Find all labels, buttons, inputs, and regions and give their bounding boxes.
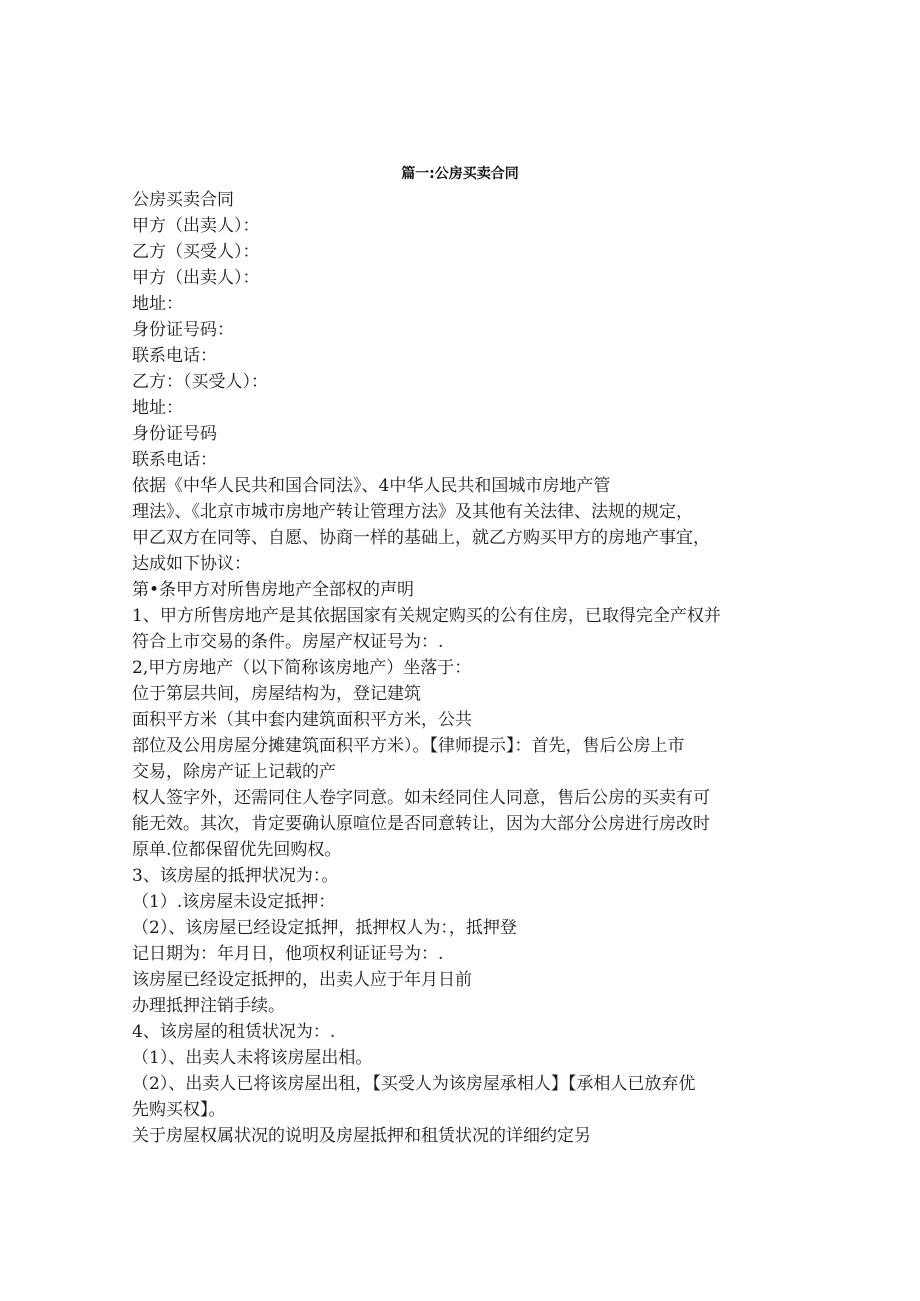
text-line: 乙方（买受人）： <box>132 242 260 262</box>
text-line: 公房买卖合同 <box>132 190 234 210</box>
text-line: 3、该房屋的抵押状况为：。 <box>132 866 339 886</box>
text-line: 甲乙双方在同等、自愿、协商一样的基础上，就乙方购买甲方的房地产事宜， <box>132 528 710 548</box>
text-line: 关于房屋权属状况的说明及房屋抵押和租赁状况的详细约定另 <box>132 1126 591 1146</box>
text-line: 地址： <box>132 398 183 418</box>
text-line: 符合上市交易的条件。房屋产权证号为：. <box>132 632 444 652</box>
text-line: 部位及公用房屋分摊建筑面积平方米）。【律师提示】：首先，售后公房上市 <box>132 736 685 756</box>
document-title: 篇一:公房买卖合同 <box>401 166 519 182</box>
text-line: 地址： <box>132 294 183 314</box>
text-line: 第•条甲方对所售房地产全部权的声明 <box>132 580 415 600</box>
text-line: 甲方（出卖人）： <box>132 216 260 236</box>
text-line: 权人签字外，还需同住人卷字同意。如未经同住人同意，售后公房的买卖有可 <box>132 788 710 808</box>
text-line: 先购买权】。 <box>132 1100 226 1120</box>
text-line: 位于第层共间，房屋结构为，登记建筑 <box>132 684 421 704</box>
text-line: 甲方（出卖人）： <box>132 268 260 288</box>
text-line: 该房屋已经设定抵押的，出卖人应于年月日前 <box>132 970 472 990</box>
text-line: 理法》、《北京市城市房地产转让管理方法》及其他有关法律、法规的规定， <box>132 502 693 522</box>
text-line: 能无效。其次，肯定要确认原喧位是否同意转让，因为大部分公房进行房改时 <box>132 814 710 834</box>
text-line: （1）、出卖人未将该房屋出相。 <box>132 1048 373 1068</box>
text-line: 原单.位都保留优先回购权。 <box>132 840 342 860</box>
text-line: 记日期为：年月日，他项权利证证号为：. <box>132 944 444 964</box>
text-line: 依据《中华人民共和国合同法》、4中华人民共和国城市房地产管 <box>132 476 611 496</box>
text-line: （1）.该房屋未设定抵押： <box>132 892 336 912</box>
text-line: 交易，除房产证上记载的产 <box>132 762 336 782</box>
text-line: 达成如下协议： <box>132 554 251 574</box>
text-line: 乙方：（买受人）： <box>132 372 268 392</box>
text-line: 1、甲方所售房地产是其依据国家有关规定购买的公有住房，已取得完全产权并 <box>132 606 721 626</box>
text-line: 身份证号码： <box>132 320 234 340</box>
text-line: 2,甲方房地产（以下简称该房地产）坐落于： <box>132 658 472 678</box>
contract-body <box>132 187 782 1149</box>
text-line: （2）、出卖人已将该房屋出租，【买受人为该房屋承相人】【承相人已放弃优 <box>132 1074 696 1094</box>
text-line: 身份证号码 <box>132 424 217 444</box>
text-line: 联系电话： <box>132 346 217 366</box>
text-line: 4、该房屋的租赁状况为：. <box>132 1022 336 1042</box>
text-line: （2）、该房屋已经设定抵押，抵押权人为：，抵押登 <box>132 918 517 938</box>
text-line: 面积平方米（其中套内建筑面积平方米，公共 <box>132 710 472 730</box>
text-line: 联系电话： <box>132 450 217 470</box>
text-line: 办理抵押注销手续。 <box>132 996 285 1016</box>
